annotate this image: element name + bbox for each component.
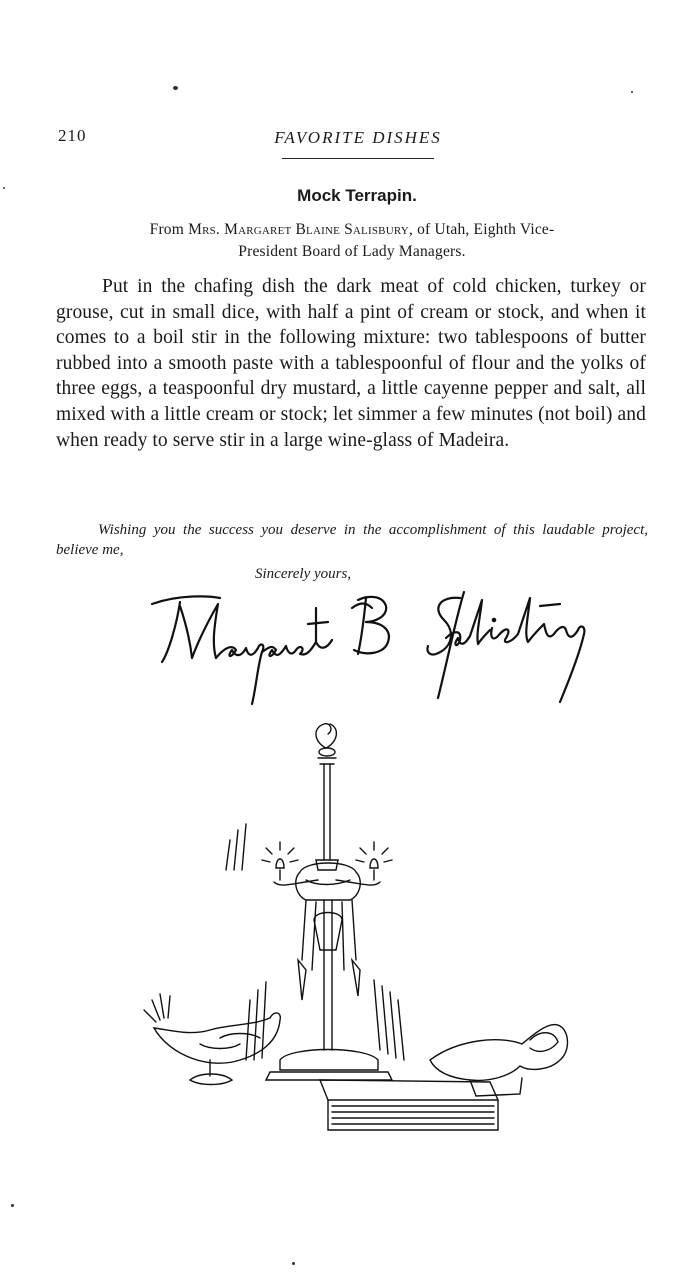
- ink-speck: [292, 1262, 295, 1265]
- closing-wish: [56, 520, 648, 560]
- attribution-prefix: From: [149, 221, 185, 238]
- recipe-attribution: [56, 219, 648, 263]
- ink-speck: [631, 91, 633, 93]
- ink-speck: [11, 1204, 14, 1207]
- attribution-rest: of Utah, Eighth Vice-: [417, 221, 555, 238]
- head-rule: [282, 158, 434, 159]
- running-head: FAVORITE DISHES: [274, 128, 442, 147]
- closing-wish-text: Wishing you the success you deserve in the accomplishment of this laudable project, believe me,: [56, 522, 648, 558]
- page-number: 210: [58, 126, 87, 145]
- attribution-line2: President Board of Lady Managers.: [238, 243, 466, 260]
- signature-image: [140, 578, 660, 718]
- candelabrum-illustration: [130, 720, 600, 1160]
- closing-sincerely: Sincerely yours,: [255, 566, 352, 582]
- recipe-body: Put in the chafing dish the dark meat of cold chicken, turkey or grouse, cut in small dice, with half a pint of cream or stock, and when it comes to a boil stir in the following mixture: two tablespoons of butter rubbed into a smooth paste with a tablespoonful of flour and the yolks of three eggs, a teaspoonful dry mustard, a little cayenne pepper and salt, all mixed with a little cream or stock; let simmer a few minutes (not boil) and when ready to serve stir in a large wine-glass of Madeira.: [56, 276, 646, 451]
- attribution-honorific: Mrs.: [188, 221, 221, 238]
- recipe-title: Mock Terrapin.: [297, 186, 417, 205]
- attribution-name: Margaret Blaine Salisbury,: [224, 221, 413, 238]
- ink-speck: [173, 86, 178, 90]
